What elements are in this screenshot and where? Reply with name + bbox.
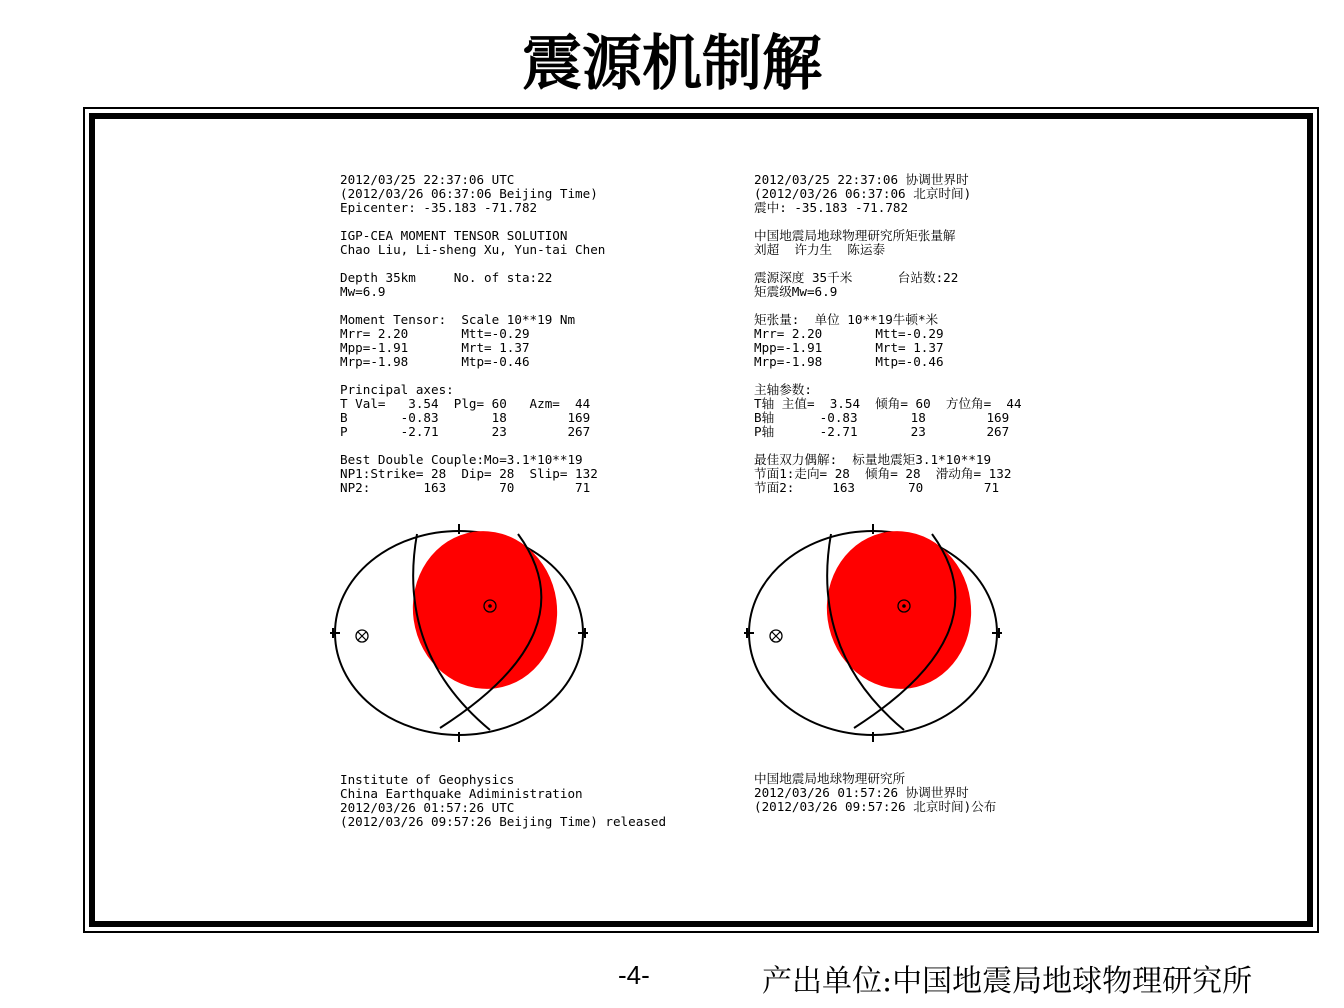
- solution-text-line: 最佳双力偶解: 标量地震矩3.1*10**19: [754, 452, 992, 467]
- solution-text-line: 震源深度 35千米 台站数:22: [754, 270, 959, 285]
- solution-text-line: 矩震级Mw=6.9: [754, 284, 838, 299]
- solution-text-line: P轴 -2.71 23 267: [754, 424, 1010, 439]
- t-axis-dot: [488, 604, 492, 608]
- solution-text-line: T Val= 3.54 Plg= 60 Azm= 44: [340, 396, 591, 411]
- solution-text-line: 节面2: 163 70 71: [754, 480, 1000, 495]
- solution-text-line: B -0.83 18 169: [340, 410, 591, 425]
- block-spacer: [754, 299, 1022, 313]
- producer-credit: 产出单位:中国地震局地球物理研究所: [762, 964, 1253, 999]
- block-spacer: [754, 439, 1022, 453]
- release-info-line: (2012/03/26 09:57:26 北京时间)公布: [754, 799, 997, 814]
- release-info-line: 中国地震局地球物理研究所: [754, 771, 906, 786]
- block-spacer: [340, 257, 605, 271]
- solution-text-line: Mpp=-1.91 Mrt= 1.37: [754, 340, 944, 355]
- release-info-line: 2012/03/26 01:57:26 协调世界时: [754, 785, 969, 800]
- solution-text-line: 2012/03/25 22:37:06 协调世界时: [754, 172, 969, 187]
- block-spacer: [754, 215, 1022, 229]
- solution-text-line: Depth 35km No. of sta:22: [340, 270, 553, 285]
- solution-text-line: 主轴参数:: [754, 382, 812, 397]
- solution-text-line: 节面1:走向= 28 倾角= 28 滑动角= 132: [754, 466, 1012, 481]
- release-info-line: Institute of Geophysics: [340, 772, 515, 787]
- english-solution-text: [340, 173, 605, 495]
- solution-text-line: Mrr= 2.20 Mtt=-0.29: [754, 326, 944, 341]
- solution-text-line: Best Double Couple:Mo=3.1*10**19: [340, 452, 583, 467]
- beachball-chinese: [742, 522, 1004, 744]
- solution-text-line: 2012/03/25 22:37:06 UTC: [340, 172, 515, 187]
- block-spacer: [340, 215, 605, 229]
- block-spacer: [754, 369, 1022, 383]
- solution-text-line: 矩张量: 单位 10**19牛顿*米: [754, 312, 939, 327]
- solution-text-line: (2012/03/26 06:37:06 北京时间): [754, 186, 972, 201]
- chinese-release-info: [754, 772, 996, 814]
- solution-text-line: NP1:Strike= 28 Dip= 28 Slip= 132: [340, 466, 598, 481]
- solution-text-line: (2012/03/26 06:37:06 Beijing Time): [340, 186, 598, 201]
- solution-text-line: 刘超 许力生 陈运泰: [754, 242, 886, 257]
- release-info-line: 2012/03/26 01:57:26 UTC: [340, 800, 515, 815]
- solution-text-line: Mw=6.9: [340, 284, 386, 299]
- block-spacer: [754, 257, 1022, 271]
- solution-text-line: 震中: -35.183 -71.782: [754, 200, 909, 215]
- solution-text-line: Epicenter: -35.183 -71.782: [340, 200, 538, 215]
- page-number: -4-: [618, 960, 650, 990]
- solution-text-line: 中国地震局地球物理研究所矩张量解: [754, 228, 956, 243]
- solution-text-line: Chao Liu, Li-sheng Xu, Yun-tai Chen: [340, 242, 606, 257]
- solution-text-line: T轴 主值= 3.54 倾角= 60 方位角= 44: [754, 396, 1022, 411]
- chinese-solution-text: [754, 173, 1022, 495]
- figure-frame: [89, 113, 1313, 927]
- page-title: 震源机制解: [522, 29, 822, 99]
- solution-text-line: Mrp=-1.98 Mtp=-0.46: [754, 354, 944, 369]
- solution-text-line: Mrr= 2.20 Mtt=-0.29: [340, 326, 530, 341]
- t-axis-dot: [902, 604, 906, 608]
- release-info-line: China Earthquake Adiministration: [340, 786, 583, 801]
- block-spacer: [340, 369, 605, 383]
- solution-text-line: B轴 -0.83 18 169: [754, 410, 1010, 425]
- block-spacer: [340, 299, 605, 313]
- release-info-line: (2012/03/26 09:57:26 Beijing Time) released: [340, 814, 667, 829]
- solution-text-line: Moment Tensor: Scale 10**19 Nm: [340, 312, 576, 327]
- beachball-english: [328, 522, 590, 744]
- solution-text-line: Principal axes:: [340, 382, 454, 397]
- solution-text-line: Mrp=-1.98 Mtp=-0.46: [340, 354, 530, 369]
- solution-text-line: P -2.71 23 267: [340, 424, 591, 439]
- solution-text-line: IGP-CEA MOMENT TENSOR SOLUTION: [340, 228, 568, 243]
- block-spacer: [340, 439, 605, 453]
- solution-text-line: Mpp=-1.91 Mrt= 1.37: [340, 340, 530, 355]
- solution-text-line: NP2: 163 70 71: [340, 480, 591, 495]
- english-release-info: [340, 773, 666, 829]
